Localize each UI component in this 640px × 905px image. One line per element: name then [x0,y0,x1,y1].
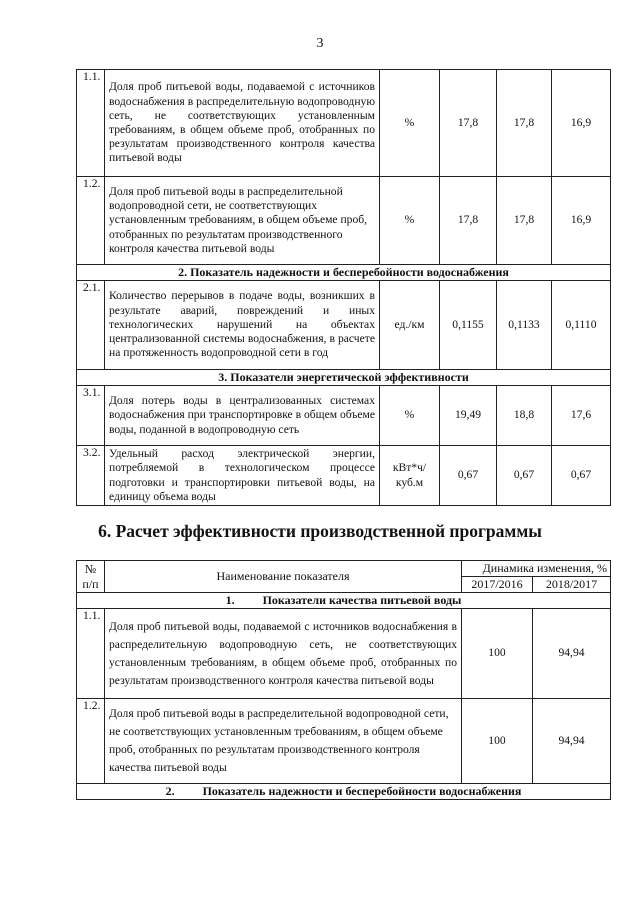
value-cell: 18,8 [497,386,552,446]
section-title: 2. Показатель надежности и бесперебойности водоснабжения [77,265,611,281]
column-header-year: 2017/2016 [462,577,533,593]
table-row [77,70,611,177]
value-cell: 0,1133 [497,281,552,370]
value-cell: 100 [462,699,533,784]
value-cell: 0,1155 [440,281,497,370]
indicator-name: Доля проб питьевой воды, подаваемой с источников водоснабжения в распределительную водопроводную сеть, не соответствующих установленным требованиям, в общем объеме проб, отобранных по результатам производственного контроля качества питьевой воды [105,609,462,699]
header-row [77,561,611,577]
unit-cell: % [380,70,440,177]
table-row [77,386,611,446]
table-row [77,446,611,506]
page-number: 3 [316,36,324,51]
value-cell: 16,9 [552,70,611,177]
value-cell: 17,8 [497,177,552,265]
section-number: 2. [165,784,175,799]
indicator-name: Доля проб питьевой воды в распределительной водопроводной сети, не соответствующих установленным требованиям, в общем объеме проб, отобранных по результатам производственного контроля качества питьевой воды [105,177,380,265]
column-header-name: Наименование показателя [105,561,462,593]
section-label: Показатели качества питьевой воды [262,593,462,608]
section-title [77,784,611,800]
unit-cell: ед./км [380,281,440,370]
indicator-name: Доля проб питьевой воды в распределительной водопроводной сети, не соответствующих установленным требованиям, в общем объеме проб, отобранных по результатам производственного контроля качества питьевой воды [105,699,462,784]
unit-cell: % [380,386,440,446]
unit-cell: % [380,177,440,265]
indicator-name: Доля проб питьевой воды, подаваемой с источников водоснабжения в распределительную водопроводную сеть, не соответствующих установленным требованиям, в общем объеме проб, отобранных по результатам производственного контроля качества питьевой воды [105,70,380,177]
section-row [77,593,611,609]
value-cell: 0,67 [440,446,497,506]
row-number: 3.2. [77,446,105,506]
value-cell: 16,9 [552,177,611,265]
column-header-year: 2018/2017 [533,577,611,593]
efficiency-table [76,560,611,800]
value-cell: 94,94 [533,699,611,784]
table-row [77,699,611,784]
value-cell: 17,8 [497,70,552,177]
section-label: Показатель надежности и бесперебойности водоснабжения [202,784,522,799]
row-number: 3.1. [77,386,105,446]
indicator-name: Количество перерывов в подаче воды, возникших в результате аварий, повреждений и иных технологических нарушений на объектах централизованной системы водоснабжения, в расчете на протяженность водопроводной сети в год [105,281,380,370]
value-cell: 19,49 [440,386,497,446]
row-number: 1.2. [77,699,105,784]
row-number: 2.1. [77,281,105,370]
column-header-number: № п/п [77,561,105,593]
indicator-name: Удельный расход электрической энергии, потребляемой в технологическом процессе подготовки и транспортировки питьевой воды, на единицу объема воды [105,446,380,506]
section-title [77,593,611,609]
value-cell: 17,6 [552,386,611,446]
value-cell: 17,8 [440,70,497,177]
section-number: 1. [225,593,235,608]
section-heading: 6. Расчет эффективности производственной программы [98,521,542,541]
row-number: 1.1. [77,70,105,177]
value-cell: 0,67 [552,446,611,506]
value-cell: 0,67 [497,446,552,506]
value-cell: 94,94 [533,609,611,699]
section-row [77,370,611,386]
column-header-dynamics: Динамика изменения, % [462,561,611,577]
indicators-table [76,69,611,506]
value-cell: 17,8 [440,177,497,265]
unit-cell: кВт*ч/ куб.м [380,446,440,506]
indicator-name: Доля потерь воды в централизованных системах водоснабжения при транспортировке в общем объеме воды, поданной в водопроводную сеть [105,386,380,446]
table-row [77,177,611,265]
section-row [77,265,611,281]
value-cell: 0,1110 [552,281,611,370]
row-number: 1.1. [77,609,105,699]
section-title: 3. Показатели энергетической эффективности [77,370,611,386]
row-number: 1.2. [77,177,105,265]
section-row [77,784,611,800]
table-row [77,281,611,370]
value-cell: 100 [462,609,533,699]
table-row [77,609,611,699]
